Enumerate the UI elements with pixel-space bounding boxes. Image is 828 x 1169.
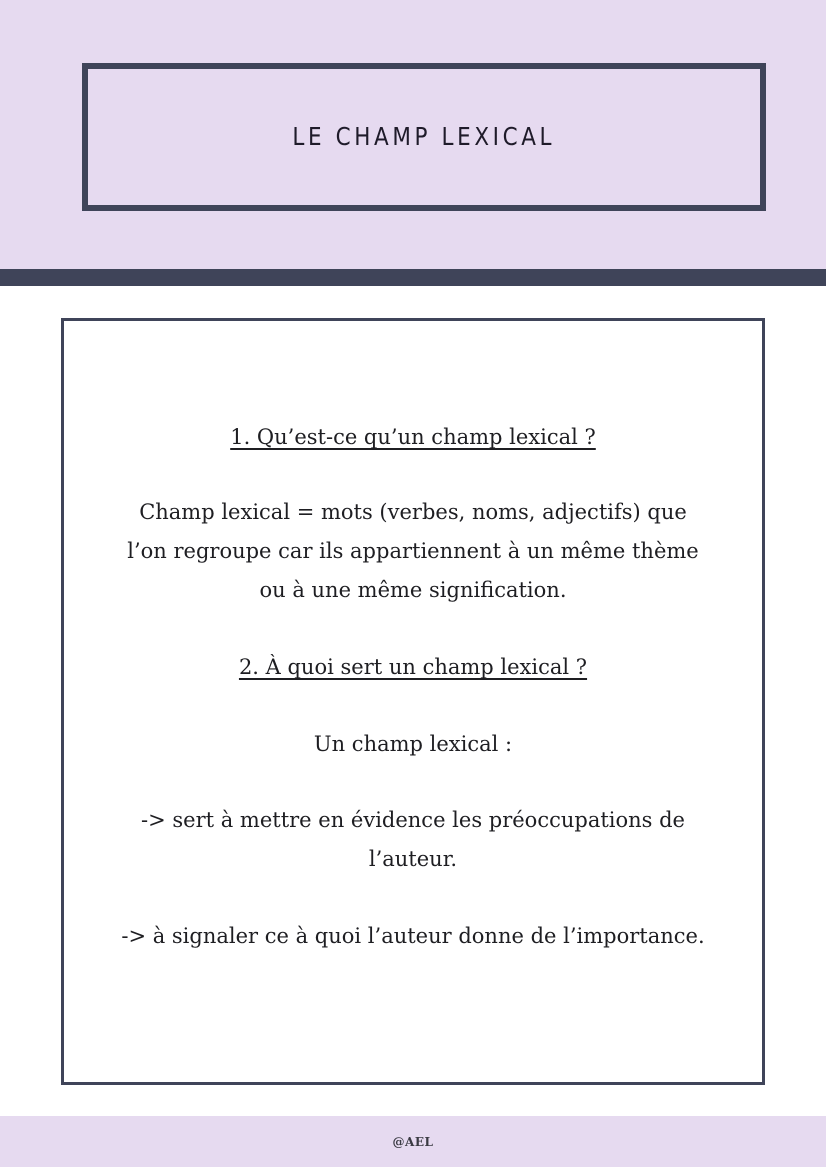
- definition-line-3: ou à une même signification.: [259, 578, 567, 602]
- definition-line-1: Champ lexical = mots (verbes, noms, adjectifs) que: [139, 500, 687, 524]
- footer-band: [0, 1116, 826, 1167]
- content-box: [61, 318, 765, 1085]
- footer-credit: @AEL: [392, 1134, 434, 1149]
- bullet-2: -> à signaler ce à quoi l’auteur donne de l’importance.: [121, 924, 705, 948]
- section-2-intro: Un champ lexical :: [313, 732, 513, 756]
- page-title: LE CHAMP LEXICAL: [292, 121, 556, 151]
- definition-line-2: l’on regroupe car ils appartiennent à un même thème: [127, 539, 699, 563]
- bullet-1-line-2: l’auteur.: [368, 847, 458, 871]
- bullet-1-line-1: -> sert à mettre en évidence les préoccupations de: [141, 808, 685, 832]
- divider-band: [0, 269, 826, 286]
- section-2-heading: 2. À quoi sert un champ lexical ?: [238, 655, 588, 679]
- title-box: [82, 63, 766, 211]
- section-1-heading: 1. Qu’est-ce qu’un champ lexical ?: [230, 425, 596, 449]
